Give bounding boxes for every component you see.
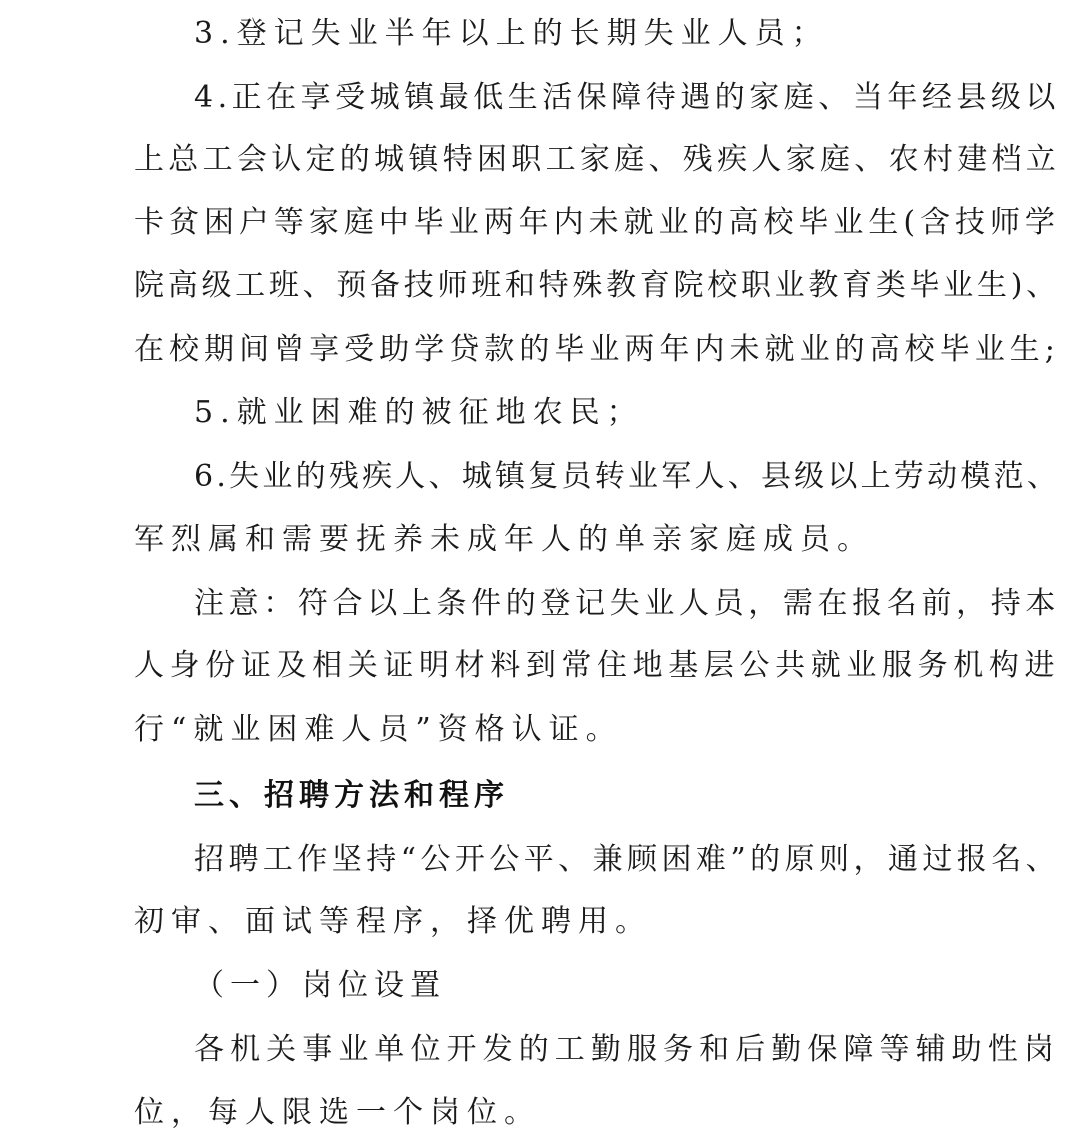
text-line: 卡贫困户等家庭中毕业两年内未就业的高校毕业生(含技师学 <box>134 205 1060 240</box>
text-line: 人身份证及相关证明材料到常住地基层公共就业服务机构进 <box>134 648 1061 683</box>
text-line: 行“就业困难人员”资格认证。 <box>134 712 623 747</box>
text-line: 军烈属和需要抚养未成年人的单亲家庭成员。 <box>134 522 874 557</box>
text-line: 院高级工班、预备技师班和特殊教育院校职业教育类毕业生)、 <box>134 268 1060 303</box>
text-line: 5.就业困难的被征地农民； <box>194 395 644 430</box>
text-line: 上总工会认定的城镇特困职工家庭、残疾人家庭、农村建档立 <box>134 142 1061 177</box>
text-line: 4.正在享受城镇最低生活保障待遇的家庭、当年经县级以 <box>194 80 1060 115</box>
text-line: 各机关事业单位开发的工勤服务和后勤保障等辅助性岗 <box>194 1032 1060 1067</box>
subsection-heading: （一）岗位设置 <box>194 968 446 1003</box>
text-line: 注意：符合以上条件的登记失业人员，需在报名前，持本 <box>194 586 1060 621</box>
section-heading: 三、招聘方法和程序 <box>194 778 509 813</box>
text-line: 位，每人限选一个岗位。 <box>134 1095 541 1130</box>
text-line: 初审、面试等程序，择优聘用。 <box>134 904 652 939</box>
text-line: 在校期间曾享受助学贷款的毕业两年内未就业的高校毕业生; <box>134 332 1060 367</box>
text-line: 3.登记失业半年以上的长期失业人员； <box>194 16 829 51</box>
text-line: 招聘工作坚持“公开公平、兼顾困难”的原则，通过报名、 <box>194 842 1061 877</box>
text-line: 6.失业的残疾人、城镇复员转业军人、县级以上劳动模范、 <box>194 459 1061 494</box>
